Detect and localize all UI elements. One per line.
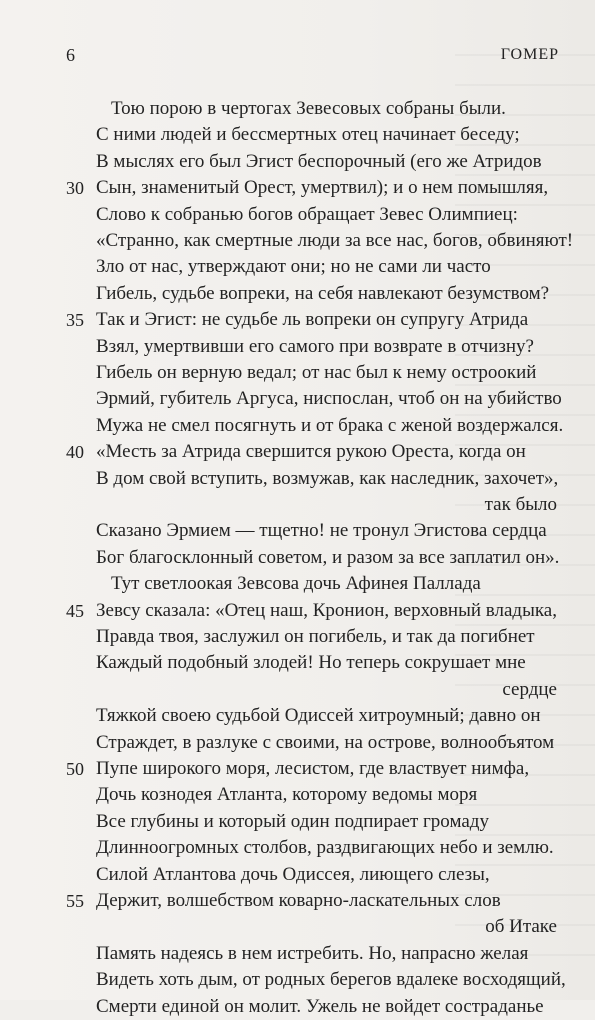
verse-line — [0, 466, 595, 492]
verse-line-text: Сын, знаменитый Орест, умертвил); и о нем помышляя, — [96, 177, 549, 199]
verse-line-text: Гибель он верную ведал; от нас был к нему остроокий — [96, 362, 537, 383]
verse-line-text: Все глубины и который один подпирает громаду — [96, 810, 489, 832]
verse-line — [0, 598, 595, 624]
line-number: 50 — [66, 759, 84, 779]
verse-line-text: Память надеясь в нем истребить. Но, напрасно желая — [96, 942, 529, 964]
line-number: 35 — [66, 310, 84, 331]
verse-line — [0, 862, 595, 888]
verse-line — [0, 730, 595, 756]
verse-line-text: Держит, волшебством коварно-ласкательных слов — [96, 890, 501, 911]
verse-line-text: В мыслях его был Эгист беспорочный (его же Атридов — [96, 150, 542, 172]
verse-line-continuation: так было — [484, 494, 557, 515]
verse-line-text: Пупе широкого моря, лесистом, где властвует нимфа, — [96, 758, 530, 779]
verse-line — [0, 413, 595, 439]
verse-line-text: «Месть за Атрида свершится рукою Ореста, когда он — [96, 441, 526, 463]
line-number: 55 — [66, 891, 84, 911]
verse-line — [0, 492, 595, 518]
verse-line — [0, 545, 595, 571]
verse-line — [0, 703, 595, 729]
verse-line-continuation: об Итаке — [485, 916, 557, 938]
verse-line-text: Тут светлоокая Зевсова дочь Афинея Паллада — [111, 573, 481, 595]
verse-line — [0, 756, 595, 782]
verse-line-text: Видеть хоть дым, от родных берегов вдалеке восходящий, — [96, 969, 566, 991]
verse-line-text: Дочь кознодея Атланта, которому ведомы моря — [96, 784, 478, 806]
verse-line-text: Страждет, в разлуке с своими, на острове, волнообъятом — [96, 731, 555, 753]
line-number: 30 — [66, 178, 84, 199]
verse-line — [0, 96, 595, 122]
line-number: 40 — [66, 442, 84, 463]
verse-line-text: Мужа не смел посягнуть и от брака с женой воздержался. — [96, 414, 564, 436]
verse-line-text: Гибель, судьбе вопреки, на себя навлекают безумством? — [96, 282, 550, 304]
page-number: 6 — [66, 45, 75, 65]
verse-line-text: В дом свой вступить, возмужав, как наследник, захочет», — [96, 467, 559, 489]
verse-line — [0, 439, 595, 465]
verse-line — [0, 360, 595, 386]
verse-line-continuation: сердце — [502, 678, 557, 700]
verse-line-text: Тяжкой своею судьбой Одиссей хитроумный; давно он — [96, 705, 541, 727]
verse-line — [0, 994, 595, 1020]
verse-line — [0, 914, 595, 940]
verse-line-text: Слово к собранью богов обращает Зевес Олимпиец: — [96, 203, 518, 225]
verse-line — [0, 386, 595, 412]
verse-line — [0, 967, 595, 993]
verse-line — [0, 202, 595, 228]
verse-line — [0, 571, 595, 597]
verse-line — [0, 835, 595, 861]
verse-line-text: Тою порою в чертогах Зевесовых собраны были. — [111, 98, 506, 119]
verse-line-text: Правда твоя, заслужил он погибель, и так да погибнет — [96, 626, 535, 647]
verse-line — [0, 175, 595, 201]
verse-line — [0, 307, 595, 333]
verse-line-text: Каждый подобный злодей! Но теперь сокрушает мне — [96, 652, 526, 674]
verse-line-text: Смерти единой он молит. Ужель не войдет состраданье — [96, 995, 544, 1017]
verse-line-text: Длинноогромных столбов, раздвигающих небо и землю. — [96, 837, 554, 859]
verse-line-text: Силой Атлантова дочь Одиссея, лиющего слезы, — [96, 863, 490, 885]
verse-line — [0, 782, 595, 808]
verse-line-text: Зевсу сказала: «Отец наш, Кронион, верховный владыка, — [96, 599, 557, 621]
verse-line-text: Сказано Эрмием — тщетно! не тронул Эгистова сердца — [96, 520, 547, 542]
verse-line-text: «Странно, как смертные люди за все нас, богов, обвиняют! — [96, 230, 574, 251]
verse-line-text: Зло от нас, утверждают они; но не сами ли часто — [96, 256, 491, 278]
verse-line — [0, 518, 595, 544]
verse-line — [0, 650, 595, 676]
verse-line-text: Бог благосклонный советом, и разом за все заплатил он». — [96, 546, 560, 568]
verse-line — [0, 809, 595, 835]
verse-line — [0, 122, 595, 148]
line-number: 45 — [66, 600, 84, 621]
verse-line-text: Взял, умертвивши его самого при возврате в отчизну? — [96, 335, 534, 357]
verse-line — [0, 228, 595, 254]
verse-line-text: Так и Эгист: не судьбе ль вопреки он супругу Атрида — [96, 309, 529, 331]
verse-line — [0, 281, 595, 307]
verse-line — [0, 941, 595, 967]
verse-line-text: С ними людей и бессмертных отец начинает беседу; — [96, 124, 520, 146]
verse-line-text: Эрмий, губитель Аргуса, ниспослан, чтоб он на убийство — [96, 388, 562, 410]
verse-line — [0, 677, 595, 703]
verse-line — [0, 888, 595, 914]
verse-line — [0, 254, 595, 280]
running-title: ГОМЕР — [500, 46, 559, 63]
verse-line — [0, 624, 595, 650]
verse-line — [0, 334, 595, 360]
verse-line — [0, 149, 595, 175]
